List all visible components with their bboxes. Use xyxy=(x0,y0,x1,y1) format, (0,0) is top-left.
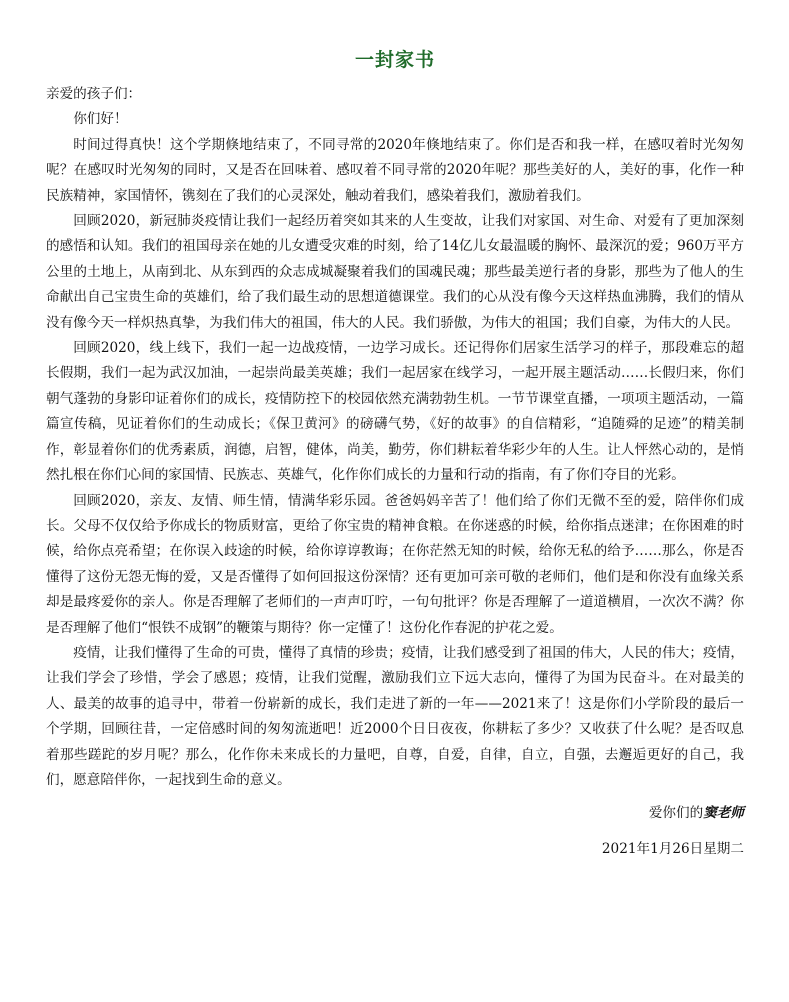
letter-page xyxy=(46,44,744,862)
letter-body xyxy=(46,82,744,862)
paragraph-reflection: 时间过得真快！这个学期倏地结束了，不同寻常的2020年倏地结束了。你们是否和我一样，在感叹着时光匆匆呢？在感叹时光匆匆的同时，又是否在回味着、感叹着不同寻常的2020年呢？那些美好的人，美好的事，化作一种民族精神，家国情怀，镌刻在了我们的心灵深处，触动着我们，感染着我们，激励着我们。 xyxy=(46,136,744,204)
paragraph-new-year: 疫情，让我们懂得了生命的可贵，懂得了真情的珍贵；疫情，让我们感受到了祖国的伟大，人民的伟大；疫情，让我们学会了珍惜，学会了感恩；疫情，让我们觉醒，激励我们立下远大志向，懂得了为国为民奋斗。在对最美的人、最美的故事的追寻中，带着一份崭新的成长，我们走进了新的一年——2021来了！这是你们小学阶段的最后一个学期，回顾往昔，一定倍感时间的匆匆流逝吧！近2000个日日夜夜，你耕耘了多少？又收获了什么呢？是否叹息着那些蹉跎的岁月呢？那么，化作你未来成长的力量吧，自尊，自爱，自律，自立，自强，去邂逅更好的自己，我们，愿意陪伴你，一起找到生命的意义。 xyxy=(46,644,744,788)
letter-title: 一封家书 xyxy=(354,49,435,71)
salutation: 亲爱的孩子们： xyxy=(46,86,142,102)
greeting: 你们好！ xyxy=(73,111,128,128)
signature-name: 窦老师 xyxy=(703,805,744,822)
paragraph-learning: 回顾2020，线上线下，我们一起一边战疫情，一边学习成长。还记得你们居家生活学习的样子，那段难忘的超长假期，我们一起为武汉加油，一起崇尚最美英雄；我们一起居家在线学习，一起开展主题活动……长假归来，你们朝气蓬勃的身影印证着你们的成长，疫情防控下的校园依然充满勃勃生机。一节节课堂直播，一项项主题活动，一篇篇宣传稿，见证着你们的生动成长；《保卫黄河》的磅礴气势，《好的故事》的自信精彩，“追随舜的足迹”的精美制作，彰显着你们的优秀素质，润德，启智，健体，尚美，勤劳，你们耕耘着华彩少年的人生。让人怦然心动的，是悄然扎根在你们心间的家国情、民族志、英雄气，化作你们成长的力量和行动的指南，有了你们夺目的光彩。 xyxy=(46,340,744,484)
paragraph-pandemic: 回顾2020，新冠肺炎疫情让我们一起经历着突如其来的人生变故，让我们对家国、对生命、对爱有了更加深刻的感悟和认知。我们的祖国母亲在她的儿女遭受灾难的时刻，给了14亿儿女最温暖的胸怀、最深沉的爱；960万平方公里的土地上，从南到北、从东到西的众志成城凝聚着我们的国魂民魂；那些最美逆行者的身影，那些为了他人的生命献出自己宝贵生命的英雄们，给了我们最生动的思想道德课堂。我们的心从没有像今天这样热血沸腾，我们的情从没有像今天一样炽热真挚，为我们伟大的祖国，伟大的人民。我们骄傲，为伟大的祖国；我们自豪，为伟大的人民。 xyxy=(46,213,744,331)
letter-date: 2021年1月26日星期二 xyxy=(601,840,744,857)
closing xyxy=(46,801,744,826)
closing-prefix: 爱你们的 xyxy=(648,805,704,822)
paragraph-family-teachers: 回顾2020，亲友、友情、师生情，情满华彩乐园。爸爸妈妈辛苦了！他们给了你们无微不至的爱，陪伴你们成长。父母不仅仅给予你成长的物质财富，更给了你宝贵的精神食粮。在你迷惑的时候，给你指点迷津；在你困难的时候，给你点亮希望；在你误入歧途的时候，给你谆谆教诲；在你茫然无知的时候，给你无私的给予……那么，你是否懂得了这份无怨无悔的爱，又是否懂得了如何回报这份深情？还有更加可亲可敬的老师们，他们是和你没有血缘关系却是最疼爱你的亲人。你是否理解了老师们的一声声叮咛，一句句批评？你是否理解了一道道横眉，一次次不满？你是否理解了他们“恨铁不成钢”的鞭策与期待？你一定懂了！这份化作春泥的护花之爱。 xyxy=(46,492,744,636)
